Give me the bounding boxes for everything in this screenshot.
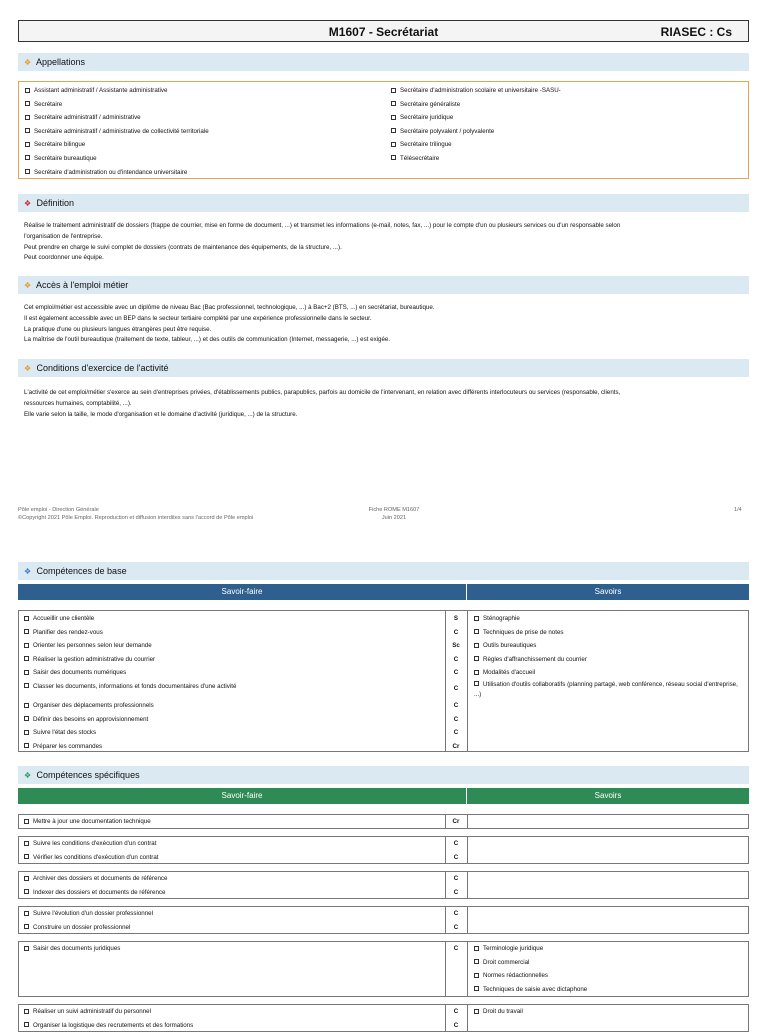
specific-group	[18, 1004, 749, 1032]
table-row: Suivre l'évolution d'un dossier professionnel	[24, 907, 153, 921]
code-cell: C	[445, 713, 467, 727]
table-row: Réaliser un suivi administratif du personnel	[24, 1005, 151, 1019]
text-line: Réalise le traitement administratif de dossiers (frappe de courrier, mise en forme de document, ...) et transmet les informations (e-mail, notes, fax, ...) pour le compte d'un ou plusieurs services ou d'un responsable selon	[24, 221, 746, 232]
column-header-savoir-faire: Savoir-faire	[18, 788, 466, 804]
code-cell: C	[445, 886, 467, 900]
section-heading: Accès à l'emploi métier	[36, 280, 128, 290]
table-row: Organiser la logistique des recrutements et des formations	[24, 1019, 193, 1032]
code-cell: Sc	[445, 639, 467, 653]
diamond-icon: ❖	[24, 277, 34, 295]
conditions-text	[24, 388, 746, 420]
definition-text	[24, 221, 746, 264]
section-acces	[18, 276, 749, 294]
code-cell: C	[445, 921, 467, 935]
list-item: Secrétaire administratif / administrative	[25, 111, 209, 125]
code-cell: C	[445, 837, 467, 851]
table-row: Vérifier les conditions d'exécution d'un contrat	[24, 851, 159, 865]
page-number: 1/4	[734, 506, 742, 514]
competences-base-table	[18, 610, 749, 752]
table-header-base	[18, 584, 749, 600]
text-line: Peut coordonner une équipe.	[24, 253, 746, 264]
checkbox-icon	[25, 155, 30, 160]
list-item: Secrétaire	[25, 98, 209, 112]
list-item: Secrétaire juridique	[391, 111, 561, 125]
code-cell: C	[445, 907, 467, 921]
section-competences-specifiques	[18, 766, 749, 784]
checkbox-icon	[25, 142, 30, 147]
section-heading: Compétences de base	[37, 566, 127, 576]
specific-group	[18, 871, 749, 899]
specific-group	[18, 836, 749, 864]
diamond-icon: ❖	[24, 360, 34, 378]
checkbox-icon	[25, 115, 30, 120]
table-row: Organiser des déplacements professionnels	[24, 699, 154, 713]
text-line: La pratique d'une ou plusieurs langues étrangères peut être requise.	[24, 325, 746, 336]
section-heading: Compétences spécifiques	[37, 770, 140, 780]
appellations-box	[18, 81, 749, 179]
code-cell: C	[445, 942, 467, 956]
list-item: Terminologie juridique	[474, 942, 543, 956]
checkbox-icon	[25, 169, 30, 174]
text-line: Cet emploi/métier est accessible avec un diplôme de niveau Bac (Bac professionnel, technologique, ...) à Bac+2 (BTS, ...) en secrétariat, bureautique.	[24, 303, 746, 314]
checkbox-icon	[25, 101, 30, 106]
table-row: Définir des besoins en approvisionnement	[24, 713, 148, 727]
table-row: Accueillir une clientèle	[24, 612, 94, 626]
list-item: Droit du travail	[474, 1005, 523, 1019]
table-row: Construire un dossier professionnel	[24, 921, 130, 935]
specific-group	[18, 814, 749, 829]
table-row: Réaliser la gestion administrative du courrier	[24, 653, 155, 667]
appellations-left-list	[25, 84, 209, 179]
text-line: La maîtrise de l'outil bureautique (traitement de texte, tableur, ...) et des outils de communication (Internet, messagerie, ...) est exigée.	[24, 335, 746, 346]
list-item: Secrétaire bureautique	[25, 152, 209, 166]
text-line: Elle varie selon la taille, le mode d'organisation et le domaine d'activité (juridique, ...) de la structure.	[24, 410, 746, 421]
table-row: Suivre les conditions d'exécution d'un contrat	[24, 837, 156, 851]
table-row: Indexer des dossiers et documents de référence	[24, 886, 165, 900]
list-item: Télésecrétaire	[391, 152, 561, 166]
table-row: Préparer les commandes	[24, 740, 102, 754]
table-row: Saisir des documents numériques	[24, 666, 126, 680]
riasec-code: RIASEC : Cs	[661, 25, 732, 39]
table-row: Saisir des documents juridiques	[24, 942, 120, 956]
table-row: Suivre l'état des stocks	[24, 726, 96, 740]
code-cell: C	[445, 653, 467, 667]
code-cell: Cr	[445, 815, 467, 829]
code-cell: S	[445, 612, 467, 626]
table-row: Orienter les personnes selon leur demande	[24, 639, 152, 653]
appellations-right-list	[391, 84, 561, 166]
code-cell: C	[445, 626, 467, 640]
specific-group	[18, 941, 749, 997]
text-line: ressources humaines, comptabilité, ...).	[24, 399, 746, 410]
text-line: Peut prendre en charge le suivi complet de dossiers (contrats de maintenance des équipements, de la structure, ...).	[24, 243, 746, 254]
list-item: Secrétaire généraliste	[391, 98, 561, 112]
code-cell: C	[445, 851, 467, 865]
section-conditions	[18, 359, 749, 377]
list-item: Secrétaire d'administration scolaire et universitaire -SASU-	[391, 84, 561, 98]
code-cell: Cr	[445, 740, 467, 754]
code-cell: C	[445, 872, 467, 886]
acces-text	[24, 303, 746, 346]
diamond-icon: ❖	[24, 54, 34, 72]
code-cell: C	[445, 699, 467, 713]
checkbox-icon	[391, 101, 396, 106]
checkbox-icon	[25, 88, 30, 93]
text-line: l'organisation de l'entreprise.	[24, 232, 746, 243]
column-header-savoir-faire: Savoir-faire	[18, 584, 466, 600]
footer-left: Pôle emploi - Direction Générale ©Copyright 2021 Pôle Emploi. Reproduction et diffusion interdites sans l'accord de Pôle emploi	[18, 506, 253, 522]
page-title: M1607 - Secrétariat	[19, 25, 748, 39]
specific-group	[18, 906, 749, 934]
list-item: Secrétaire polyvalent / polyvalente	[391, 125, 561, 139]
list-item: Sténographie	[474, 612, 520, 626]
code-cell: C	[445, 1019, 467, 1032]
list-item: Techniques de saisie avec dictaphone	[474, 983, 587, 997]
code-cell: C	[445, 682, 467, 696]
column-header-savoirs: Savoirs	[466, 788, 749, 804]
checkbox-icon	[391, 142, 396, 147]
column-header-savoirs: Savoirs	[466, 584, 749, 600]
diamond-icon: ❖	[24, 563, 34, 581]
diamond-icon: ❖	[24, 195, 34, 213]
checkbox-icon	[391, 155, 396, 160]
checkbox-icon	[25, 128, 30, 133]
checkbox-icon	[391, 115, 396, 120]
list-item: Droit commercial	[474, 956, 529, 970]
section-definition	[18, 194, 749, 212]
text-line: L'activité de cet emploi/métier s'exerce au sein d'entreprises privées, d'établissements publics, parapublics, parfois au domicile de l'intervenant, en relation avec différents interlocuteurs ou services (responsable, clients,	[24, 388, 746, 399]
list-item: Outils bureautiques	[474, 639, 536, 653]
text-line: Il est également accessible avec un BEP dans le secteur tertiaire complété par une expérience professionnelle dans le secteur.	[24, 314, 746, 325]
checkbox-icon	[391, 88, 396, 93]
list-item: Modalités d'accueil	[474, 666, 535, 680]
table-header-specifiques	[18, 788, 749, 804]
section-heading: Conditions d'exercice de l'activité	[37, 363, 169, 373]
code-cell: C	[445, 666, 467, 680]
footer-center: Fiche ROME M1607 Juin 2021	[360, 506, 428, 522]
section-appellations	[18, 53, 749, 71]
checkbox-icon	[391, 128, 396, 133]
section-heading: Appellations	[36, 57, 85, 67]
section-heading: Définition	[37, 198, 75, 208]
list-item: Secrétaire administratif / administrative de collectivité territoriale	[25, 125, 209, 139]
list-item: Normes rédactionnelles	[474, 969, 548, 983]
list-item: Secrétaire bilingue	[25, 138, 209, 152]
list-item: Assistant administratif / Assistante administrative	[25, 84, 209, 98]
list-item: Techniques de prise de notes	[474, 626, 564, 640]
list-item: Utilisation d'outils collaboratifs (planning partagé, web conférence, réseau social d'entreprise, ...)	[474, 680, 746, 700]
list-item: Secrétaire trilingue	[391, 138, 561, 152]
list-item: Secrétaire d'administration ou d'intendance universitaire	[25, 166, 209, 180]
table-row: Classer les documents, informations et fonds documentaires d'une activité	[24, 680, 236, 694]
title-bar	[18, 20, 749, 42]
code-cell: C	[445, 1005, 467, 1019]
table-row: Mettre à jour une documentation technique	[24, 815, 151, 829]
diamond-icon: ❖	[24, 767, 34, 785]
table-row: Planifier des rendez-vous	[24, 626, 103, 640]
section-competences-base	[18, 562, 749, 580]
list-item: Règles d'affranchissement du courrier	[474, 653, 587, 667]
table-row: Archiver des dossiers et documents de référence	[24, 872, 167, 886]
code-cell: C	[445, 726, 467, 740]
